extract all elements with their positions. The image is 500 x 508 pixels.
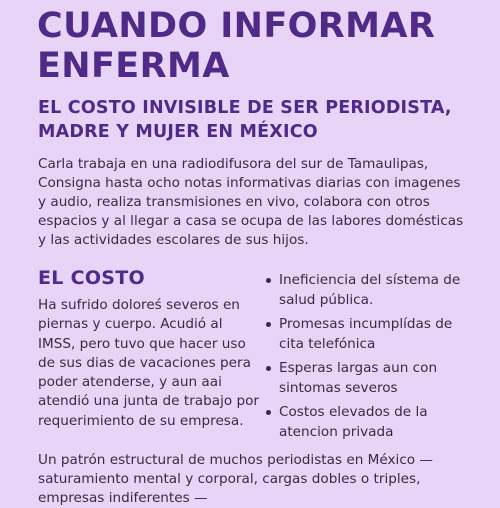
intro-paragraph: Carla trabaja en una radiodifusora del sur de Tamaulipas, Consigna hasta ocho notas informativas diarias con imagenes y audio, realiza transmisiones en vivo, colabora con otros espacios y al llegar a casa se ocupa de las labores domésticas y las actividades escolares de sus hijos. xyxy=(38,156,464,248)
bullet-icon xyxy=(266,366,271,371)
section-paragraph: Ha sufrido doloreś severos en piernas y cuerpo. Acudió al IMSS, pero tuvo que hacer uso de sus dias de vacaciones pera poder atenderse, y aun aai atendió una junta de trabajo por requerimiento de su empresa. xyxy=(38,297,260,429)
list-item-text: Esperas largas aun con sintomas severos xyxy=(279,360,438,396)
page-title: CUANDO INFORMAR ENFERMA xyxy=(37,6,436,86)
closing-paragraph: Un patrón estructural de muchos periodistas en México — saturamiento mental y corporal, cargas dobles o triples, empresas indiferentes — xyxy=(38,452,434,506)
list-item xyxy=(266,359,466,398)
list-item xyxy=(266,315,466,354)
page-subtitle: EL COSTO INVISIBLE DE SER PERIODISTA, MADRE Y MUJER EN MÉXICO xyxy=(38,98,452,142)
bullet-icon xyxy=(266,410,271,415)
bullet-list xyxy=(266,271,466,447)
list-item-text: Ineficiencia del sístema de salud pública. xyxy=(279,272,461,308)
bullet-icon xyxy=(266,278,271,283)
list-item xyxy=(266,271,466,310)
section-heading: EL COSTO xyxy=(38,267,145,289)
bullet-icon xyxy=(266,322,271,327)
list-item-text: Costos elevados de la atencion privada xyxy=(279,404,428,440)
list-item xyxy=(266,403,466,442)
list-item-text: Promesas incumplídas de cita telefónica xyxy=(279,316,453,352)
